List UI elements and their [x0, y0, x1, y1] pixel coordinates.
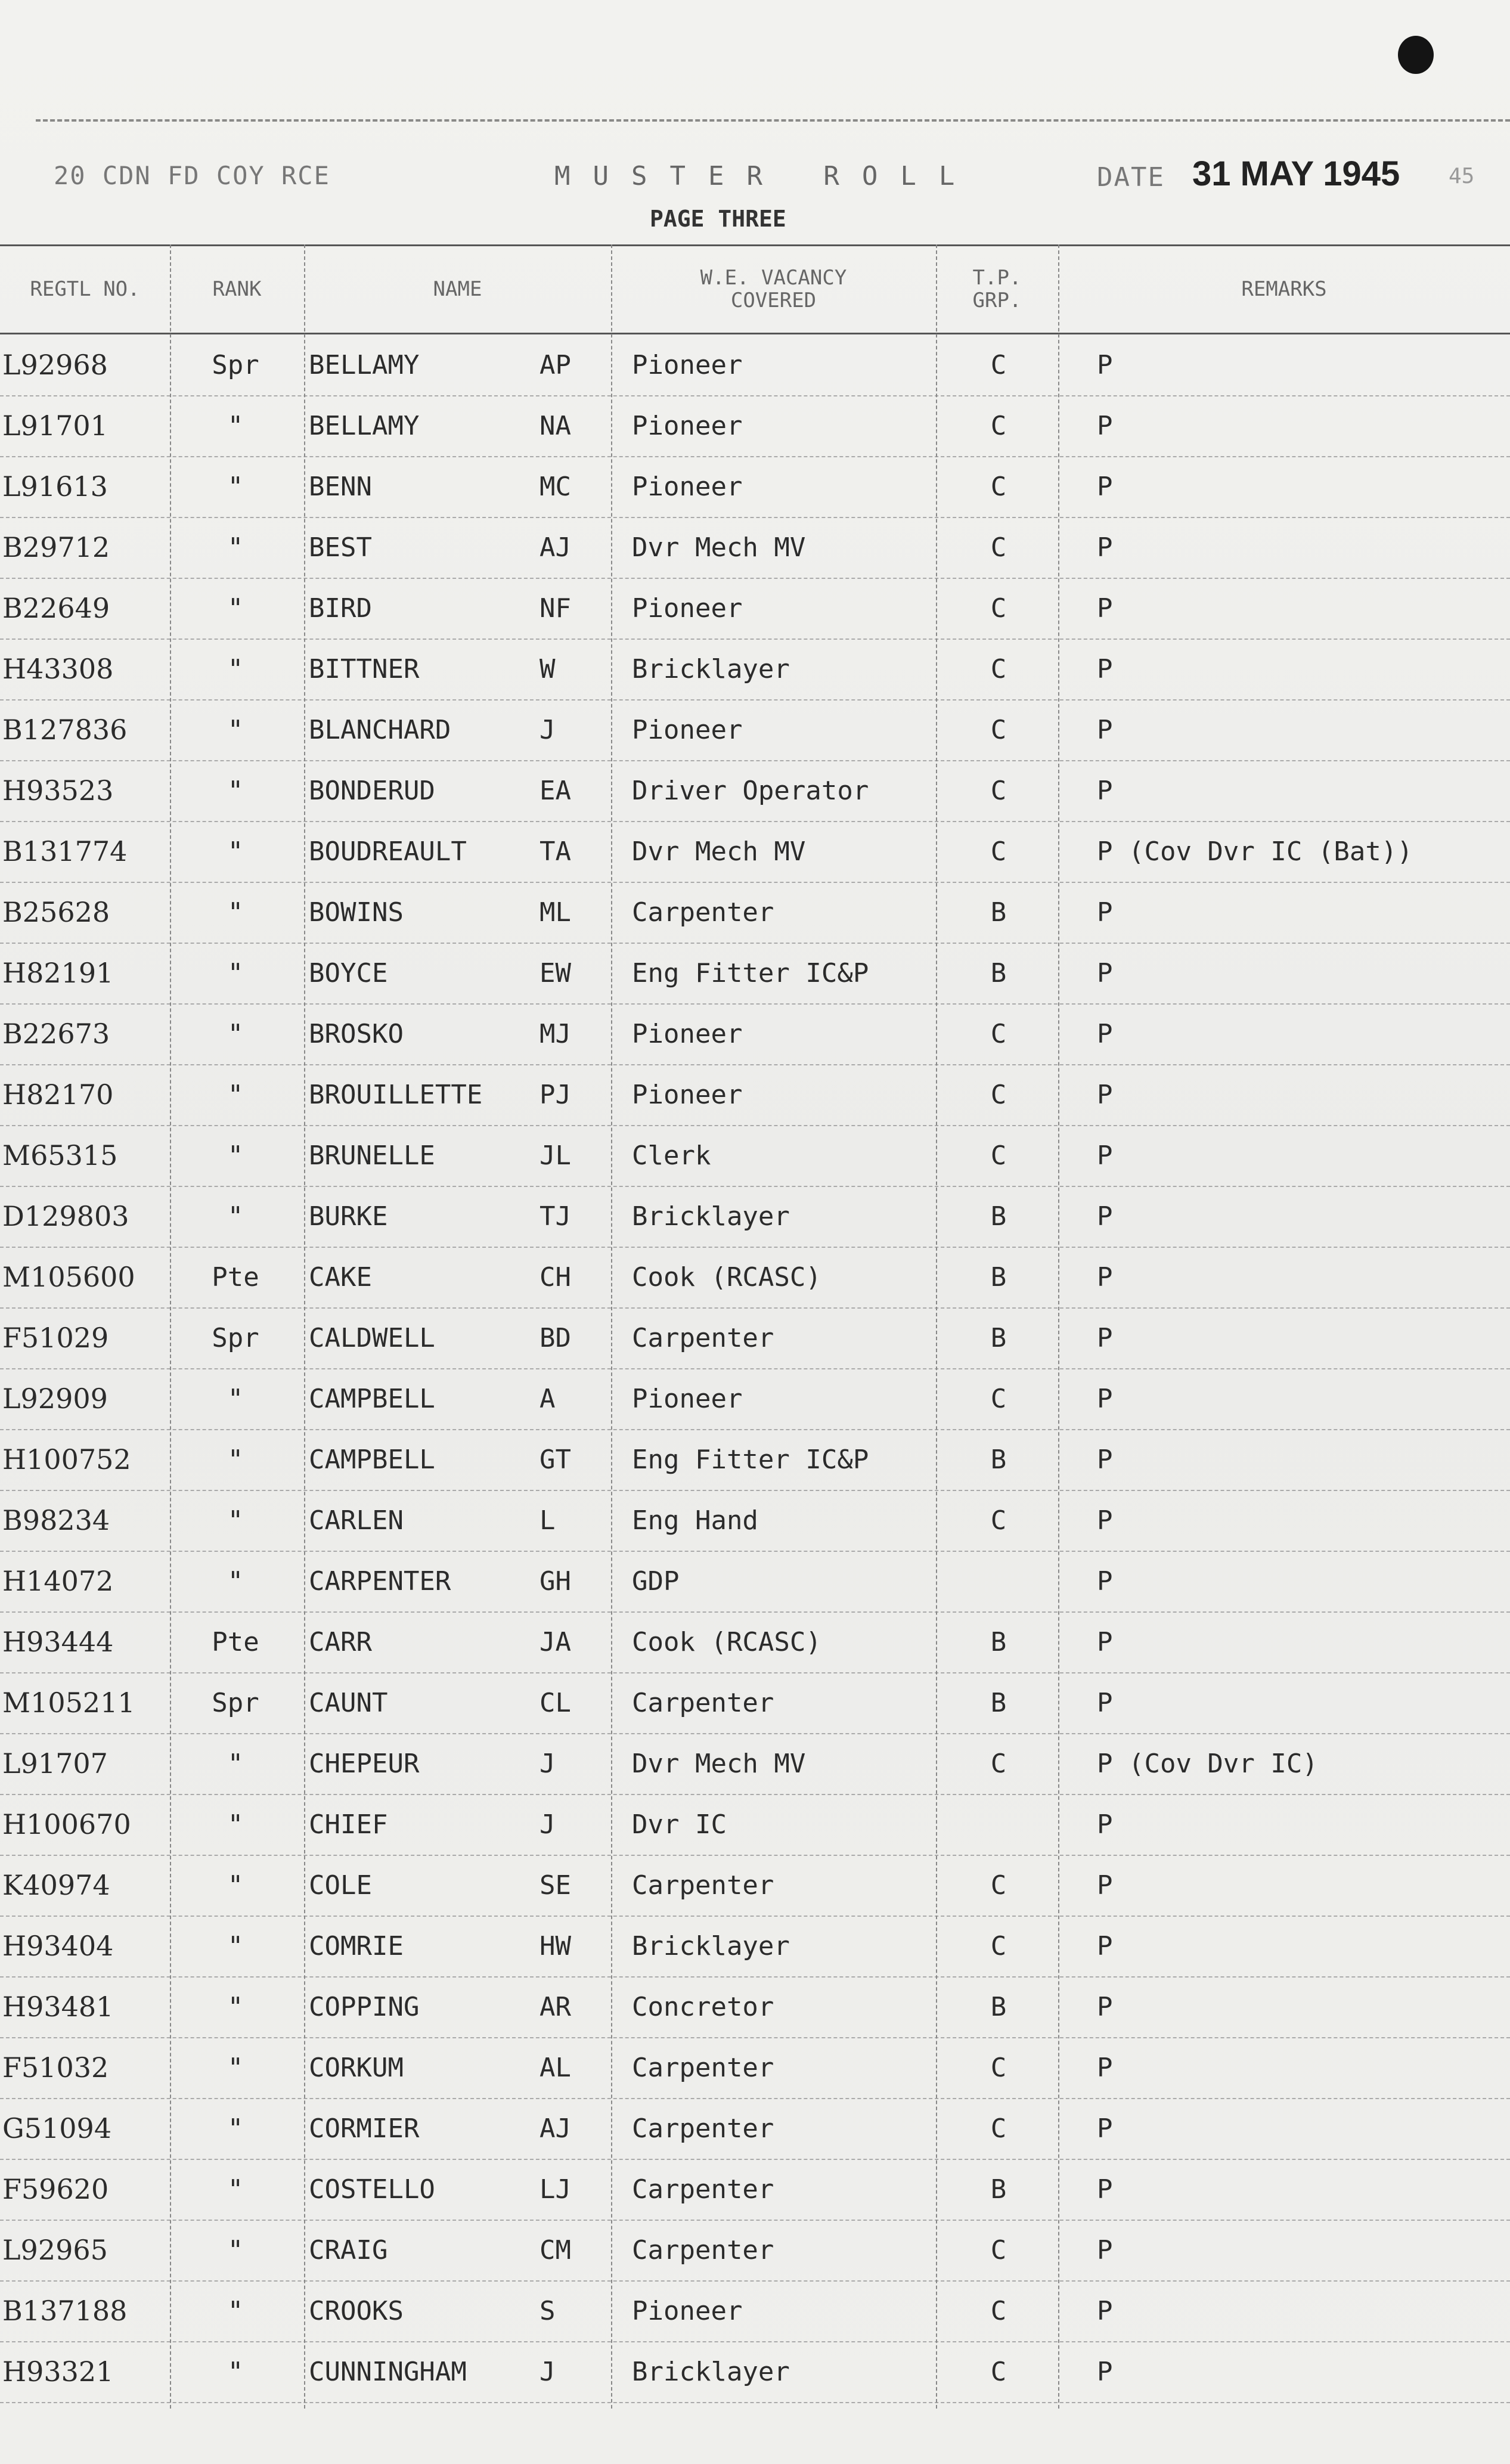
name-cell: BEST	[309, 532, 372, 563]
vacancy-cell: Carpenter	[632, 2234, 774, 2265]
remarks-cell: P	[1097, 775, 1113, 806]
remarks-cell: P	[1097, 957, 1113, 988]
table-row	[0, 882, 1510, 944]
name-cell: BROSKO	[309, 1018, 404, 1049]
rank-cell: "	[227, 1748, 244, 1779]
rank-cell: "	[227, 714, 244, 745]
rank-cell: Pte	[212, 1626, 259, 1657]
vacancy-cell: Cook (RCASC)	[632, 1262, 821, 1293]
regtl-no-cell: H43308	[2, 653, 114, 685]
vacancy-cell: Pioneer	[632, 471, 743, 502]
vacancy-cell: Eng Hand	[632, 1505, 758, 1536]
group-cell: C	[990, 2234, 1007, 2265]
name-cell: CORMIER	[309, 2113, 420, 2144]
group-cell: C	[990, 1505, 1007, 1536]
vacancy-cell: Bricklayer	[632, 1201, 790, 1232]
regtl-no-cell: D129803	[2, 1200, 129, 1232]
initials-cell: JA	[539, 1626, 571, 1657]
vacancy-cell: Cook (RCASC)	[632, 1626, 821, 1657]
initials-cell: TA	[539, 836, 571, 867]
regtl-no-cell: B29712	[2, 531, 110, 563]
vacancy-cell: Clerk	[632, 1140, 711, 1171]
table-row	[0, 2280, 1510, 2342]
regtl-no-cell: B127836	[2, 714, 128, 746]
page-subtitle: PAGE THREE	[650, 206, 786, 232]
group-cell: C	[990, 2052, 1007, 2083]
rank-cell: "	[227, 1505, 244, 1536]
group-cell: C	[990, 714, 1007, 745]
vacancy-cell: Pioneer	[632, 1018, 743, 1049]
group-cell: C	[990, 471, 1007, 502]
table-row	[0, 1125, 1510, 1187]
rank-cell: "	[227, 1991, 244, 2022]
vacancy-cell: Eng Fitter IC&P	[632, 957, 869, 988]
group-cell: B	[990, 1626, 1007, 1657]
initials-cell: GH	[539, 1566, 571, 1597]
name-cell: BONDERUD	[309, 775, 435, 806]
muster-table	[0, 244, 1510, 2388]
regtl-no-cell: K40974	[2, 1869, 110, 1901]
name-cell: BELLAMY	[309, 410, 420, 441]
table-row	[0, 578, 1510, 640]
initials-cell: L	[539, 1505, 556, 1536]
name-cell: BROUILLETTE	[309, 1079, 483, 1110]
group-cell: B	[990, 957, 1007, 988]
initials-cell: MJ	[539, 1018, 571, 1049]
rank-cell: "	[227, 1566, 244, 1597]
initials-cell: J	[539, 714, 556, 745]
column-divider	[936, 244, 937, 2409]
remarks-cell: P	[1097, 410, 1113, 441]
group-cell: C	[990, 836, 1007, 867]
remarks-cell: P	[1097, 2234, 1113, 2265]
rank-cell: "	[227, 2174, 244, 2205]
remarks-cell: P	[1097, 1991, 1113, 2022]
initials-cell: AJ	[539, 2113, 571, 2144]
rank-cell: "	[227, 2356, 244, 2387]
regtl-no-cell: L91707	[2, 1747, 108, 1780]
name-cell: CUNNINGHAM	[309, 2356, 467, 2387]
name-cell: CAUNT	[309, 1687, 388, 1718]
col-header-group-line2: GRP.	[972, 288, 1022, 312]
name-cell: CROOKS	[309, 2295, 404, 2326]
table-row	[0, 456, 1510, 518]
remarks-cell: P	[1097, 593, 1113, 624]
rank-cell: "	[227, 897, 244, 928]
regtl-no-cell: F51032	[2, 2051, 109, 2084]
date-label: DATE	[1097, 162, 1165, 193]
col-header-remarks: REMARKS	[1241, 277, 1327, 301]
table-row	[0, 1307, 1510, 1369]
name-cell: BOUDREAULT	[309, 836, 467, 867]
name-cell: CAMPBELL	[309, 1383, 435, 1414]
rank-cell: Spr	[212, 349, 259, 380]
initials-cell: CH	[539, 1262, 571, 1293]
remarks-cell: P	[1097, 897, 1113, 928]
name-cell: BITTNER	[309, 653, 420, 684]
group-cell: C	[990, 2113, 1007, 2144]
vacancy-cell: Pioneer	[632, 1079, 743, 1110]
vacancy-cell: Carpenter	[632, 2113, 774, 2144]
name-cell: COLE	[309, 1870, 372, 1901]
group-cell: C	[990, 1079, 1007, 1110]
name-cell: COSTELLO	[309, 2174, 435, 2205]
remarks-cell: P	[1097, 714, 1113, 745]
table-row	[0, 1247, 1510, 1309]
col-header-vacancy	[611, 246, 936, 333]
initials-cell: J	[539, 1809, 556, 1840]
name-cell: CAMPBELL	[309, 1444, 435, 1475]
column-divider	[611, 244, 612, 2409]
regtl-no-cell: H93444	[2, 1626, 114, 1658]
vacancy-cell: Carpenter	[632, 2052, 774, 2083]
table-row	[0, 1368, 1510, 1430]
table-row	[0, 1855, 1510, 1917]
group-cell: B	[990, 2174, 1007, 2205]
group-cell: C	[990, 1140, 1007, 1171]
initials-cell: AR	[539, 1991, 571, 2022]
vacancy-cell: Pioneer	[632, 593, 743, 624]
initials-cell: SE	[539, 1870, 571, 1901]
group-cell: C	[990, 532, 1007, 563]
table-row	[0, 1794, 1510, 1856]
vacancy-cell: Pioneer	[632, 2295, 743, 2326]
vacancy-cell: Pioneer	[632, 410, 743, 441]
remarks-cell: P	[1097, 1687, 1113, 1718]
regtl-no-cell: B137188	[2, 2295, 128, 2327]
col-header-vacancy-line1: W.E. VACANCY	[700, 266, 847, 290]
table-row	[0, 2098, 1510, 2160]
remarks-cell: P	[1097, 532, 1113, 563]
rank-cell: "	[227, 2052, 244, 2083]
initials-cell: S	[539, 2295, 556, 2326]
initials-cell: NF	[539, 593, 571, 624]
vacancy-cell: Dvr Mech MV	[632, 532, 806, 563]
initials-cell: AJ	[539, 532, 571, 563]
group-cell	[939, 1551, 1058, 1611]
date-stamp: 31 MAY 1945	[1192, 154, 1400, 193]
rank-cell: "	[227, 653, 244, 684]
remarks-cell: P	[1097, 1201, 1113, 1232]
regtl-no-cell: H100752	[2, 1443, 131, 1476]
col-header-vacancy-line2: COVERED	[730, 288, 817, 312]
col-header-rank: RANK	[212, 277, 262, 301]
vacancy-cell: Bricklayer	[632, 2356, 790, 2387]
table-row	[0, 821, 1510, 883]
page-title: MUSTER ROLL	[554, 161, 978, 191]
col-header-group-line1: T.P.	[972, 266, 1022, 290]
remarks-cell: P	[1097, 471, 1113, 502]
remarks-cell: P	[1097, 1322, 1113, 1353]
rank-cell: "	[227, 775, 244, 806]
vacancy-cell: Carpenter	[632, 1870, 774, 1901]
table-row	[0, 1916, 1510, 1978]
initials-cell: CL	[539, 1687, 571, 1718]
rank-cell: Spr	[212, 1322, 259, 1353]
group-cell: B	[990, 1201, 1007, 1232]
group-cell: B	[990, 1262, 1007, 1293]
table-row	[0, 1551, 1510, 1613]
rank-cell: "	[227, 957, 244, 988]
remarks-cell: P	[1097, 1018, 1113, 1049]
page-number: 45	[1449, 164, 1475, 188]
name-cell: CHIEF	[309, 1809, 388, 1840]
col-header-regtl-no: REGTL NO.	[30, 277, 140, 301]
group-cell: C	[990, 653, 1007, 684]
table-row	[0, 2341, 1510, 2403]
name-cell: CORKUM	[309, 2052, 404, 2083]
name-cell: BENN	[309, 471, 372, 502]
table-row	[0, 334, 1510, 396]
column-divider	[1058, 244, 1059, 2409]
table-row	[0, 1976, 1510, 2038]
group-cell: C	[990, 2295, 1007, 2326]
table-row	[0, 639, 1510, 701]
name-cell: BELLAMY	[309, 349, 420, 380]
initials-cell: J	[539, 2356, 556, 2387]
name-cell: BOYCE	[309, 957, 388, 988]
name-cell: BOWINS	[309, 897, 404, 928]
vacancy-cell: GDP	[632, 1566, 680, 1597]
rank-cell: "	[227, 836, 244, 867]
name-cell: BRUNELLE	[309, 1140, 435, 1171]
remarks-cell: P	[1097, 2295, 1113, 2326]
group-cell: B	[990, 1322, 1007, 1353]
col-header-name: NAME	[433, 277, 482, 301]
remarks-cell: P	[1097, 1444, 1113, 1475]
regtl-no-cell: L92909	[2, 1383, 108, 1415]
name-cell: BLANCHARD	[309, 714, 451, 745]
remarks-cell: P	[1097, 1140, 1113, 1171]
regtl-no-cell: F51029	[2, 1322, 109, 1354]
initials-cell: HW	[539, 1930, 571, 1961]
rank-cell: "	[227, 1930, 244, 1961]
remarks-cell: P	[1097, 2113, 1113, 2144]
regtl-no-cell: L91613	[2, 470, 108, 503]
perforation-line	[36, 119, 1510, 122]
group-cell: C	[990, 593, 1007, 624]
rank-cell: "	[227, 1018, 244, 1049]
vacancy-cell: Bricklayer	[632, 1930, 790, 1961]
group-cell: C	[990, 1870, 1007, 1901]
rank-cell: "	[227, 1140, 244, 1171]
rank-cell: "	[227, 2295, 244, 2326]
initials-cell: AL	[539, 2052, 571, 2083]
regtl-no-cell: B25628	[2, 896, 110, 928]
remarks-cell: P	[1097, 1566, 1113, 1597]
regtl-no-cell: H93321	[2, 2355, 114, 2388]
regtl-no-cell: H100670	[2, 1808, 131, 1840]
vacancy-cell: Concretor	[632, 1991, 774, 2022]
remarks-cell: P	[1097, 1930, 1113, 1961]
vacancy-cell: Pioneer	[632, 349, 743, 380]
initials-cell: W	[539, 653, 556, 684]
table-row	[0, 699, 1510, 761]
regtl-no-cell: H93481	[2, 1991, 114, 2023]
group-cell: C	[990, 1383, 1007, 1414]
rank-cell: "	[227, 1079, 244, 1110]
initials-cell: JL	[539, 1140, 571, 1171]
name-cell: BIRD	[309, 593, 372, 624]
group-cell: C	[990, 1018, 1007, 1049]
rank-cell: Pte	[212, 1262, 259, 1293]
initials-cell: J	[539, 1748, 556, 1779]
name-cell: CARR	[309, 1626, 372, 1657]
remarks-cell: P	[1097, 2174, 1113, 2205]
initials-cell: LJ	[539, 2174, 571, 2205]
rank-cell: "	[227, 471, 244, 502]
group-cell: C	[990, 410, 1007, 441]
regtl-no-cell: B98234	[2, 1504, 110, 1536]
table-row	[0, 1003, 1510, 1065]
table-row	[0, 1186, 1510, 1248]
name-cell: CARLEN	[309, 1505, 404, 1536]
initials-cell: BD	[539, 1322, 571, 1353]
regtl-no-cell: L92968	[2, 349, 108, 381]
name-cell: CRAIG	[309, 2234, 388, 2265]
remarks-cell: P	[1097, 1383, 1113, 1414]
table-row	[0, 2220, 1510, 2282]
name-cell: CAKE	[309, 1262, 372, 1293]
remarks-cell: P	[1097, 653, 1113, 684]
vacancy-cell: Bricklayer	[632, 653, 790, 684]
table-row	[0, 1429, 1510, 1491]
table-row	[0, 2159, 1510, 2221]
vacancy-cell: Carpenter	[632, 1687, 774, 1718]
group-cell: B	[990, 1687, 1007, 1718]
initials-cell: A	[539, 1383, 556, 1414]
name-cell: BURKE	[309, 1201, 388, 1232]
regtl-no-cell: L91701	[2, 410, 108, 442]
column-divider	[304, 244, 305, 2409]
vacancy-cell: Pioneer	[632, 714, 743, 745]
vacancy-cell: Dvr Mech MV	[632, 836, 806, 867]
vacancy-cell: Eng Fitter IC&P	[632, 1444, 869, 1475]
rank-cell: "	[227, 1444, 244, 1475]
group-cell: B	[990, 1991, 1007, 2022]
table-row	[0, 1490, 1510, 1552]
initials-cell: EW	[539, 957, 571, 988]
regtl-no-cell: L92965	[2, 2234, 108, 2266]
group-cell	[939, 1794, 1058, 1855]
initials-cell: CM	[539, 2234, 571, 2265]
regtl-no-cell: M105211	[2, 1687, 135, 1719]
rank-cell: "	[227, 1809, 244, 1840]
regtl-no-cell: H93404	[2, 1930, 114, 1962]
initials-cell: ML	[539, 897, 571, 928]
col-header-group	[936, 246, 1058, 333]
name-cell: CALDWELL	[309, 1322, 435, 1353]
table-row	[0, 1611, 1510, 1673]
group-cell: C	[990, 1748, 1007, 1779]
remarks-cell: P	[1097, 2052, 1113, 2083]
column-divider	[170, 244, 171, 2409]
initials-cell: AP	[539, 349, 571, 380]
name-cell: COMRIE	[309, 1930, 404, 1961]
table-row	[0, 1672, 1510, 1734]
remarks-cell: P (Cov Dvr IC (Bat))	[1097, 836, 1413, 867]
regtl-no-cell: F59620	[2, 2173, 109, 2205]
regtl-no-cell: B22673	[2, 1018, 110, 1050]
remarks-cell: P	[1097, 349, 1113, 380]
vacancy-cell: Dvr IC	[632, 1809, 727, 1840]
initials-cell: GT	[539, 1444, 571, 1475]
unit-name: 20 CDN FD COY RCE	[54, 161, 330, 190]
initials-cell: MC	[539, 471, 571, 502]
table-row	[0, 1733, 1510, 1795]
regtl-no-cell: M105600	[2, 1261, 135, 1293]
vacancy-cell: Dvr Mech MV	[632, 1748, 806, 1779]
vacancy-cell: Carpenter	[632, 897, 774, 928]
regtl-no-cell: G51094	[2, 2112, 112, 2144]
rank-cell: "	[227, 1201, 244, 1232]
initials-cell: TJ	[539, 1201, 571, 1232]
table-row	[0, 395, 1510, 457]
group-cell: B	[990, 897, 1007, 928]
table-row	[0, 517, 1510, 579]
group-cell: C	[990, 349, 1007, 380]
vacancy-cell: Pioneer	[632, 1383, 743, 1414]
regtl-no-cell: H82170	[2, 1078, 114, 1111]
initials-cell: PJ	[539, 1079, 571, 1110]
remarks-cell: P	[1097, 1870, 1113, 1901]
remarks-cell: P	[1097, 1262, 1113, 1293]
rank-cell: "	[227, 532, 244, 563]
initials-cell: EA	[539, 775, 571, 806]
vacancy-cell: Carpenter	[632, 2174, 774, 2205]
regtl-no-cell: B131774	[2, 835, 128, 867]
remarks-cell: P	[1097, 1626, 1113, 1657]
group-cell: C	[990, 1930, 1007, 1961]
regtl-no-cell: H93523	[2, 774, 114, 807]
remarks-cell: P	[1097, 1079, 1113, 1110]
rank-cell: Spr	[212, 1687, 259, 1718]
name-cell: CHEPEUR	[309, 1748, 420, 1779]
rank-cell: "	[227, 2234, 244, 2265]
name-cell: CARPENTER	[309, 1566, 451, 1597]
table-row	[0, 760, 1510, 822]
initials-cell: NA	[539, 410, 571, 441]
regtl-no-cell: B22649	[2, 592, 110, 624]
rank-cell: "	[227, 1870, 244, 1901]
rank-cell: "	[227, 2113, 244, 2144]
regtl-no-cell: H82191	[2, 957, 114, 989]
remarks-cell: P	[1097, 1505, 1113, 1536]
table-row	[0, 1064, 1510, 1126]
remarks-cell: P	[1097, 1809, 1113, 1840]
vacancy-cell: Driver Operator	[632, 775, 869, 806]
rank-cell: "	[227, 1383, 244, 1414]
remarks-cell: P (Cov Dvr IC)	[1097, 1748, 1318, 1779]
vacancy-cell: Carpenter	[632, 1322, 774, 1353]
group-cell: C	[990, 775, 1007, 806]
table-row	[0, 943, 1510, 1005]
name-cell: COPPING	[309, 1991, 420, 2022]
group-cell: B	[990, 1444, 1007, 1475]
table-header	[0, 244, 1510, 334]
regtl-no-cell: H14072	[2, 1565, 114, 1597]
table-row	[0, 2037, 1510, 2099]
remarks-cell: P	[1097, 2356, 1113, 2387]
group-cell: C	[990, 2356, 1007, 2387]
rank-cell: "	[227, 410, 244, 441]
regtl-no-cell: M65315	[2, 1139, 118, 1171]
punch-hole	[1398, 36, 1434, 74]
rank-cell: "	[227, 593, 244, 624]
